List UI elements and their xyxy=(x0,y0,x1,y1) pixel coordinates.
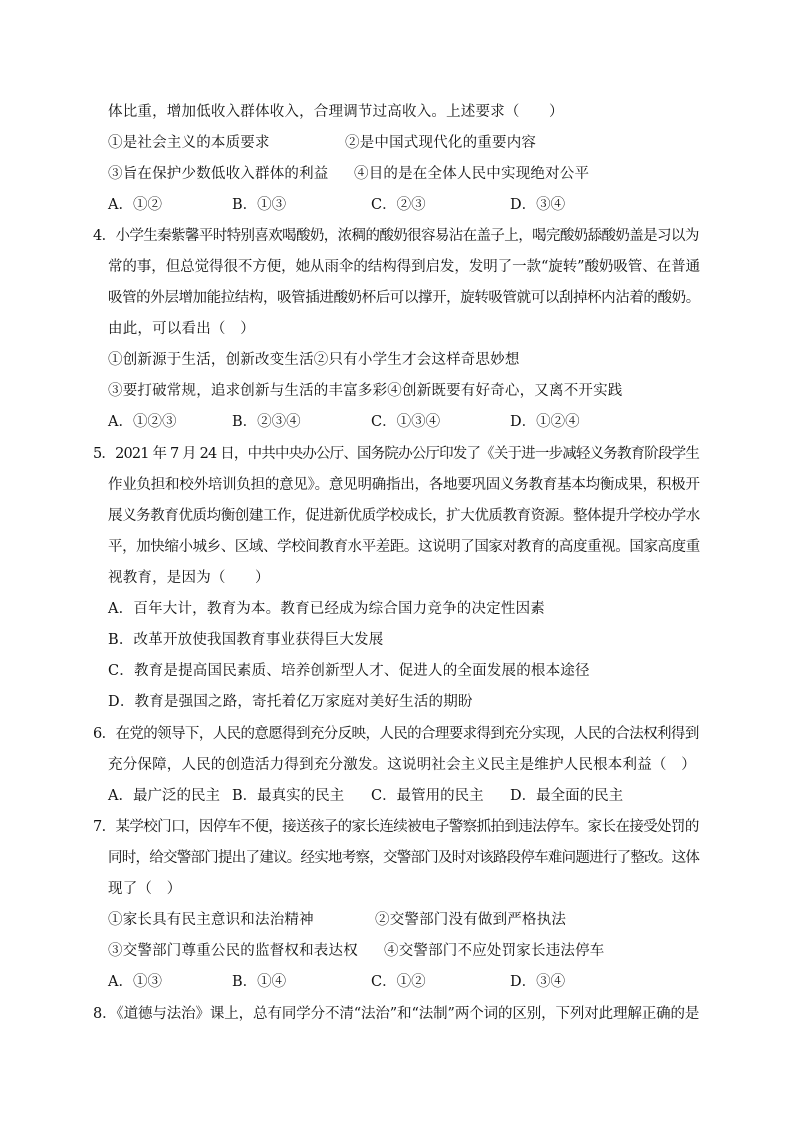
q7-option-d: D．③④ xyxy=(510,974,566,990)
q6-option-b: B．最真实的民主 xyxy=(232,788,345,804)
q3-option-a: A．①② xyxy=(108,197,162,213)
q7-option-a: A．①③ xyxy=(108,974,162,990)
q4-option-d: D．①②④ xyxy=(510,414,580,430)
q3-option-b: B．①③ xyxy=(232,197,287,213)
q5-option-d: D．教育是强国之路，寄托着亿万家庭对美好生活的期盼 xyxy=(108,694,473,710)
q4-option-b: B．②③④ xyxy=(232,414,301,430)
q4-statements-1-2: ①创新源于生活，创新改变生活②只有小学生才会这样奇思妙想 xyxy=(108,352,520,368)
q4-option-c: C．①③④ xyxy=(371,414,441,430)
q3-statement-3: ③旨在保护少数低收入群体的利益 xyxy=(108,166,329,182)
q6-stem-line-1: 6．在党的领导下，人民的意愿得到充分反映，人民的合理要求得到充分实现，人民的合法权利得到 xyxy=(93,726,699,742)
q5-stem-line-3: 展义务教育优质均衡创建工作，促进新优质学校成长，扩大优质教育资源。整体提升学校办学水 xyxy=(108,508,700,524)
q4-stem-line-1: 4．小学生秦紫馨平时特别喜欢喝酸奶，浓稠的酸奶很容易沾在盖子上，喝完酸奶舔酸奶盖是习以为 xyxy=(93,228,699,244)
q3-stem-line: 体比重，增加低收入群体收入，合理调节过高收入。上述要求（ ） xyxy=(108,104,564,120)
q4-statements-3-4: ③要打破常规，追求创新与生活的丰富多彩④创新既要有好奇心，又离不开实践 xyxy=(108,383,623,399)
q6-option-d: D．最全面的民主 xyxy=(510,788,624,804)
q7-statement-3: ③交警部门尊重公民的监督权和表达权 xyxy=(108,943,358,959)
q5-stem-line-4: 平，加快缩小城乡、区域、学校间教育水平差距。这说明了国家对教育的高度重视。国家高度重 xyxy=(108,539,700,555)
q7-statement-1: ①家长具有民主意识和法治精神 xyxy=(108,912,314,928)
q7-option-b: B．①④ xyxy=(232,974,287,990)
q5-option-c: C．教育是提高国民素质、培养创新型人才、促进人的全面发展的根本途径 xyxy=(108,663,590,679)
q3-statement-1: ①是社会主义的本质要求 xyxy=(108,135,270,151)
q5-option-a: A．百年大计，教育为本。教育已经成为综合国力竞争的决定性因素 xyxy=(108,601,545,617)
q7-stem-line-2: 同时，给交警部门提出了建议。经实地考察，交警部门及时对该路段停车难问题进行了整改。这体 xyxy=(108,850,700,866)
q4-stem-line-2: 常的事，但总觉得很不方便，她从雨伞的结构得到启发，发明了一款“旋转”酸奶吸管、在普通 xyxy=(108,259,700,275)
q7-option-c: C．①② xyxy=(371,974,426,990)
q7-stem-line-3: 现了（ ） xyxy=(108,881,182,897)
q3-statement-4: ④目的是在全体人民中实现绝对公平 xyxy=(354,166,590,182)
q6-option-c: C．最管用的民主 xyxy=(371,788,484,804)
q5-stem-line-2: 作业负担和校外培训负担的意见》。意见明确指出，各地要巩固义务教育基本均衡成果，积极开 xyxy=(108,477,700,493)
q3-option-d: D．③④ xyxy=(510,197,566,213)
q4-stem-line-3: 吸管的外层增加能拉结构，吸管插进酸奶杯后可以撑开，旋转吸管就可以刮掉杯内沾着的酸奶。 xyxy=(108,290,700,306)
q7-stem-line-1: 7．某学校门口，因停车不便，接送孩子的家长连续被电子警察抓拍到违法停车。家长在接受处罚的 xyxy=(93,819,699,835)
q6-stem-line-2: 充分保障，人民的创造活力得到充分激发。这说明社会主义民主是维护人民根本利益（ ） xyxy=(108,757,696,773)
q8-stem-line-1: 8．《道德与法治》课上，总有同学分不清“法治”和“法制”两个词的区别，下列对此理解正确的是 xyxy=(93,1006,700,1022)
q3-option-c: C．②③ xyxy=(371,197,426,213)
q4-option-a: A．①②③ xyxy=(108,414,177,430)
q5-stem-line-5: 视教育，是因为（ ） xyxy=(108,570,270,586)
q5-option-b: B．改革开放使我国教育事业获得巨大发展 xyxy=(108,632,384,648)
q7-statement-2: ②交警部门没有做到严格执法 xyxy=(375,912,567,928)
q3-statement-2: ②是中国式现代化的重要内容 xyxy=(345,135,537,151)
q7-statement-4: ④交警部门不应处罚家长违法停车 xyxy=(384,943,605,959)
q5-stem-line-1: 5．2021 年 7 月 24 日，中共中央办公厅、国务院办公厅印发了《关于进一步减轻义务教育阶段学生 xyxy=(93,446,700,462)
q4-stem-line-4: 由此，可以看出（ ） xyxy=(108,321,255,337)
q6-option-a: A．最广泛的民主 xyxy=(108,788,220,804)
